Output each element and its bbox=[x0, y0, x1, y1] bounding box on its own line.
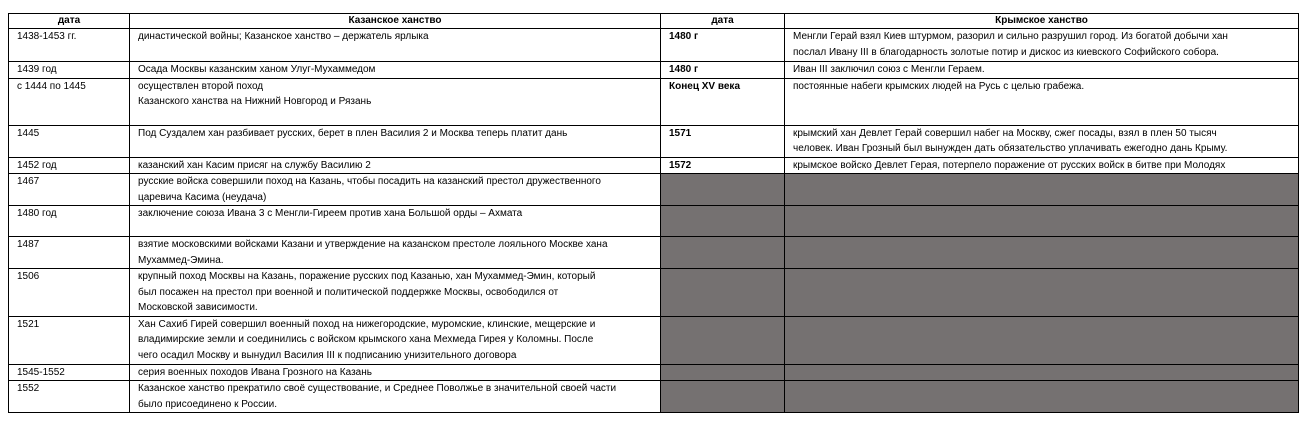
empty-shaded-cell bbox=[661, 174, 785, 206]
kazan-date-cell: с 1444 по 1445 bbox=[9, 78, 130, 125]
empty-shaded-cell bbox=[661, 364, 785, 381]
table-row bbox=[9, 125, 1299, 157]
empty-shaded-cell bbox=[661, 206, 785, 237]
crimea-event-cell: крымское войско Девлет Герая, потерпело поражение от русских войск в битве при Молодях bbox=[785, 157, 1299, 174]
empty-shaded-cell bbox=[785, 316, 1299, 364]
crimea-event-cell: Иван III заключил союз с Менгли Гераем. bbox=[785, 62, 1299, 79]
kazan-event-cell: осуществлен второй поход Казанского ханства на Нижний Новгород и Рязань bbox=[130, 78, 661, 125]
table-row bbox=[9, 29, 1299, 62]
crimea-event-cell: постоянные набеги крымских людей на Русь с целью грабежа. bbox=[785, 78, 1299, 125]
kazan-event-cell: Хан Сахиб Гирей совершил военный поход на нижегородские, муромские, клинские, мещерские и владимирские земли и соединились с войском крымского хана Мехмеда Гирея у Коломны. После чего осадил Москву и вынудил Василия III к подписанию унизительного договора bbox=[130, 316, 661, 364]
header-date-kazan: дата bbox=[9, 14, 130, 29]
empty-shaded-cell bbox=[785, 206, 1299, 237]
kazan-event-cell: Казанское ханство прекратило своё существование, и Среднее Поволжье в значительной своей части было присоединено к России. bbox=[130, 381, 661, 413]
crimea-date-cell: 1480 г bbox=[661, 29, 785, 62]
crimea-event-cell: крымский хан Девлет Герай совершил набег на Москву, сжег посады, взял в плен 50 тысяч человек. Иван Грозный был вынужден дать обязательство уплачивать ежегодно дань Крыму. bbox=[785, 125, 1299, 157]
kazan-date-cell: 1487 bbox=[9, 237, 130, 269]
table-row bbox=[9, 381, 1299, 413]
crimea-date-cell: Конец XV века bbox=[661, 78, 785, 125]
empty-shaded-cell bbox=[661, 237, 785, 269]
kazan-event-cell: Под Суздалем хан разбивает русских, берет в плен Василия 2 и Москва теперь платит дань bbox=[130, 125, 661, 157]
header-kazan-khanate: Казанское ханство bbox=[130, 14, 661, 29]
header-row bbox=[9, 14, 1299, 29]
kazan-date-cell: 1506 bbox=[9, 269, 130, 317]
table-row bbox=[9, 62, 1299, 79]
crimea-date-cell: 1572 bbox=[661, 157, 785, 174]
table-row bbox=[9, 364, 1299, 381]
kazan-date-cell: 1445 bbox=[9, 125, 130, 157]
kazan-date-cell: 1521 bbox=[9, 316, 130, 364]
empty-shaded-cell bbox=[785, 237, 1299, 269]
table-row bbox=[9, 269, 1299, 317]
kazan-date-cell: 1438-1453 гг. bbox=[9, 29, 130, 62]
table-row bbox=[9, 237, 1299, 269]
empty-shaded-cell bbox=[785, 269, 1299, 317]
kazan-date-cell: 1439 год bbox=[9, 62, 130, 79]
kazan-event-cell: русские войска совершили поход на Казань, чтобы посадить на казанский престол дружественного царевича Касима (неудача) bbox=[130, 174, 661, 206]
kazan-date-cell: 1467 bbox=[9, 174, 130, 206]
history-table bbox=[8, 13, 1299, 413]
empty-shaded-cell bbox=[661, 269, 785, 317]
empty-shaded-cell bbox=[661, 381, 785, 413]
kazan-event-cell: взятие московскими войсками Казани и утверждение на казанском престоле лояльного Москве хана Мухаммед-Эмина. bbox=[130, 237, 661, 269]
kazan-event-cell: казанский хан Касим присяг на службу Василию 2 bbox=[130, 157, 661, 174]
table-row bbox=[9, 78, 1299, 125]
crimea-date-cell: 1480 г bbox=[661, 62, 785, 79]
kazan-event-cell: крупный поход Москвы на Казань, поражение русских под Казанью, хан Мухаммед-Эмин, который был посажен на престол при военной и политической поддержке Москвы, освободился от Московской зависимости. bbox=[130, 269, 661, 317]
kazan-event-cell: серия военных походов Ивана Грозного на Казань bbox=[130, 364, 661, 381]
table-row bbox=[9, 157, 1299, 174]
kazan-event-cell: династической войны; Казанское ханство – держатель ярлыка bbox=[130, 29, 661, 62]
kazan-date-cell: 1452 год bbox=[9, 157, 130, 174]
empty-shaded-cell bbox=[785, 381, 1299, 413]
table-row bbox=[9, 174, 1299, 206]
empty-shaded-cell bbox=[785, 364, 1299, 381]
kazan-event-cell: Осада Москвы казанским ханом Улуг-Мухаммедом bbox=[130, 62, 661, 79]
empty-shaded-cell bbox=[785, 174, 1299, 206]
kazan-date-cell: 1480 год bbox=[9, 206, 130, 237]
kazan-date-cell: 1545-1552 bbox=[9, 364, 130, 381]
table-row bbox=[9, 206, 1299, 237]
kazan-date-cell: 1552 bbox=[9, 381, 130, 413]
header-crimean-khanate: Крымское ханство bbox=[785, 14, 1299, 29]
crimea-event-cell: Менгли Герай взял Киев штурмом, разорил и сильно разрушил город. Из богатой добычи хан послал Ивану III в благодарность золотые потир и дискос из киевского Софийского собора. bbox=[785, 29, 1299, 62]
empty-shaded-cell bbox=[661, 316, 785, 364]
crimea-date-cell: 1571 bbox=[661, 125, 785, 157]
table-row bbox=[9, 316, 1299, 364]
header-date-crimea: дата bbox=[661, 14, 785, 29]
kazan-event-cell: заключение союза Ивана 3 с Менгли-Гиреем против хана Большой орды – Ахмата bbox=[130, 206, 661, 237]
